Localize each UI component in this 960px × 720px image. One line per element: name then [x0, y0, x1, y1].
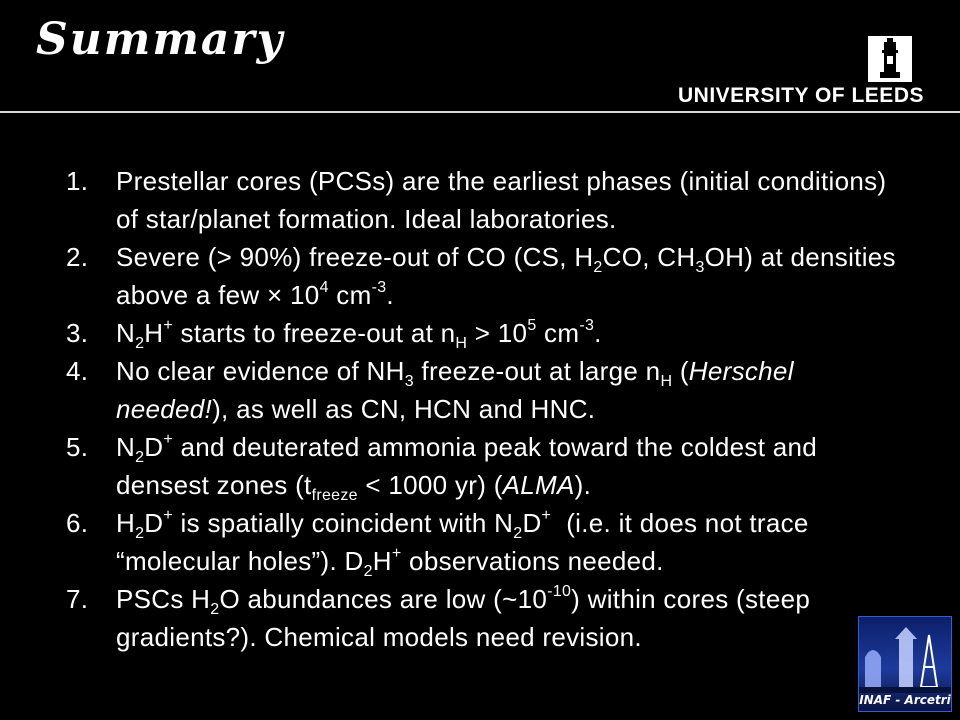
list-item: [66, 314, 896, 352]
item-text: $N_2D^+$ and deuterated ammonia peak toward the coldest and densest zones ($t_{freeze} < 1000$ yr) (ALMA).: [116, 431, 818, 504]
item-text: $N_2H^+$ starts to freeze-out at $n_H > 10^5$ $cm^{-3}$.: [116, 317, 602, 352]
list-item: [66, 238, 896, 314]
item-number: 1.: [66, 166, 89, 196]
item-number: 6.: [66, 508, 89, 538]
university-of-leeds-logo: [674, 36, 924, 108]
item-text: Severe (> 90%) freeze-out of CO (CS, $H_2CO$, $CH_3OH$) at densities above a few × $10^4$ $cm^{-3}$.: [116, 242, 896, 310]
inaf-label: INAF - Arcetri: [859, 693, 951, 707]
list-item: [66, 504, 896, 580]
item-number: 2.: [66, 242, 89, 272]
title-divider: [0, 111, 960, 113]
item-number: 4.: [66, 356, 89, 386]
item-text: PSCs $H_2O$ abundances are low $(\sim 10^{-10})$ within cores (steep gradients?). Chemical models need revision.: [116, 583, 811, 652]
list-item: [66, 352, 896, 428]
university-name: UNIVERSITY OF LEEDS: [678, 84, 924, 107]
inaf-arcetri-logo: [858, 616, 952, 712]
item-text: No clear evidence of $NH_3$ freeze-out at large $n_H$ (Herschel needed!), as well as CN, HCN and HNC.: [116, 356, 794, 424]
list-item: [66, 162, 896, 238]
tower-icon: [868, 36, 912, 82]
item-number: 5.: [66, 432, 89, 462]
observatory-icon: [859, 617, 951, 693]
summary-list: [66, 162, 896, 656]
list-item: [66, 580, 896, 656]
item-number: 3.: [66, 318, 89, 348]
list-item: [66, 428, 896, 504]
item-number: 7.: [66, 584, 89, 614]
item-text: Prestellar cores (PCSs) are the earliest phases (initial conditions) of star/planet formation. Ideal laboratories.: [116, 166, 887, 234]
slide-title: Summary: [36, 14, 285, 65]
item-text: $H_2D^+$ is spatially coincident with $N_2D^+$ (i.e. it does not trace “molecular holes”). $D_2H^+$ observations needed.: [116, 507, 809, 580]
